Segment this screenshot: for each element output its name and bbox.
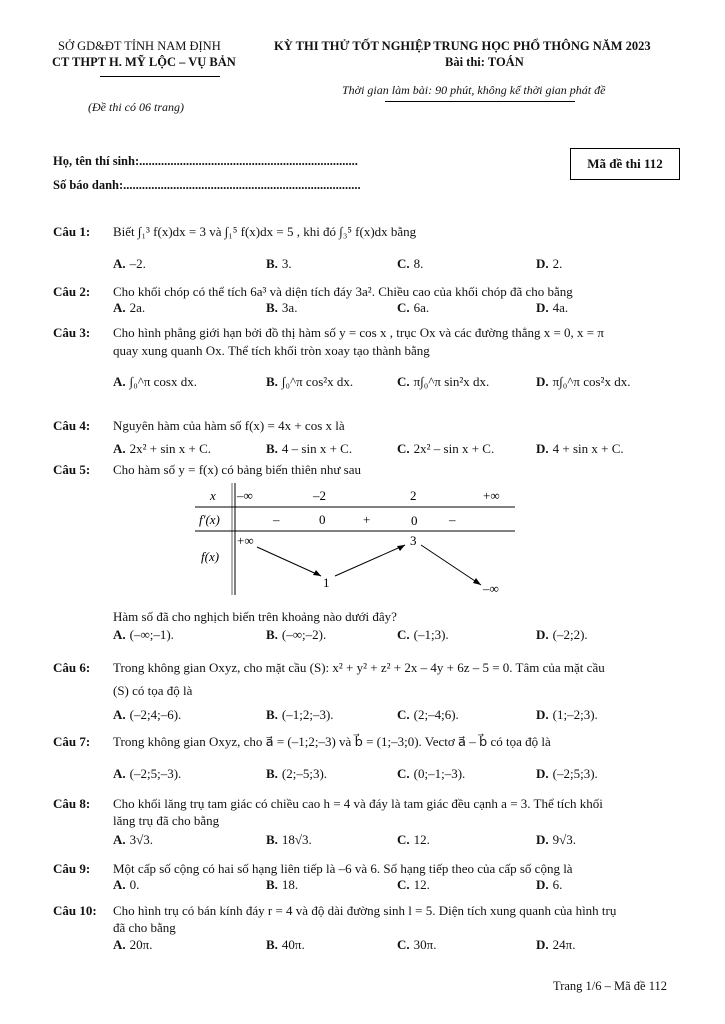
q8-label: Câu 8: xyxy=(53,796,91,811)
vt-arrow-2 xyxy=(335,545,405,576)
q7-option-d: D. (–2;5;3). xyxy=(536,766,598,781)
q3-option-d: D. π∫₀^π cos²x dx. xyxy=(536,374,631,389)
q7-option-c: C. (0;–1;–3). xyxy=(397,766,466,781)
q4-label: Câu 4: xyxy=(53,418,91,433)
vt-f-3: –∞ xyxy=(483,581,499,595)
time-underline xyxy=(385,101,575,102)
q7-option-b: B. (2;–5;3). xyxy=(266,766,328,781)
q9-label: Câu 9: xyxy=(53,861,91,876)
q2-label: Câu 2: xyxy=(53,284,91,299)
q10-label: Câu 10: xyxy=(53,903,97,918)
vt-f-label: f(x) xyxy=(201,549,220,564)
q9-option-b: B. 18. xyxy=(266,877,299,892)
q2-option-d: D. 4a. xyxy=(536,300,569,315)
vt-arrow-3 xyxy=(421,545,481,585)
q1-text: Biết ∫₁³ f(x)dx = 3 và ∫₁⁵ f(x)dx = 5 , khi đó ∫₃⁵ f(x)dx bằng xyxy=(113,224,417,239)
school-name: CT THPT H. MỸ LỘC – VỤ BẢN xyxy=(52,55,236,69)
q6-text-cont: (S) có tọa độ là xyxy=(113,683,193,698)
q6-text: Trong không gian Oxyz, cho mặt cầu (S): x² + y² + z² + 2x – 4y + 6z – 5 = 0. Tâm của mặt cầu xyxy=(113,660,605,675)
q5-option-c: C. (–1;3). xyxy=(397,627,449,642)
q4-option-b: B. 4 – sin x + C. xyxy=(266,441,353,456)
vt-fp-label: f′(x) xyxy=(199,512,220,527)
q7-option-a: A. (–2;5;–3). xyxy=(113,766,182,781)
q6-option-d: D. (1;–2;3). xyxy=(536,707,598,722)
q7-label: Câu 7: xyxy=(53,734,91,749)
q10-text: Cho hình trụ có bán kính đáy r = 4 và độ dài đường sinh l = 5. Diện tích xung quanh của hình trụ xyxy=(113,903,617,918)
q5-option-a: A. (–∞;–1). xyxy=(113,627,174,642)
q2-text: Cho khối chóp có thể tích 6a³ và diện tích đáy 3a². Chiều cao của khối chóp đã cho bằng xyxy=(113,284,573,299)
q5-option-b: B. (–∞;–2). xyxy=(266,627,327,642)
vt-f-0: +∞ xyxy=(237,533,254,548)
student-id-field: Số báo danh:............................................................................ xyxy=(53,178,361,192)
q3-text: Cho hình phẳng giới hạn bởi đồ thị hàm số y = cos x , trục Ox và các đường thẳng x = 0, x = π xyxy=(113,325,604,340)
dept-name: SỞ GD&ĐT TỈNH NAM ĐỊNH xyxy=(58,39,221,53)
q8-text-cont: lăng trụ đã cho bằng xyxy=(113,813,220,828)
q8-text: Cho khối lăng trụ tam giác có chiều cao h = 4 và đáy là tam giác đều cạnh a = 3. Thể tích khối xyxy=(113,796,603,811)
q3-text-cont: quay xung quanh Ox. Thể tích khối tròn xoay tạo thành bằng xyxy=(113,343,430,358)
q9-option-a: A. 0. xyxy=(113,877,140,892)
q2-option-a: A. 2a. xyxy=(113,300,146,315)
q6-option-b: B. (–1;2;–3). xyxy=(266,707,334,722)
q1-option-c: C. 8. xyxy=(397,256,424,271)
q3-option-c: C. π∫₀^π sin²x dx. xyxy=(397,374,490,389)
q10-option-d: D. 24π. xyxy=(536,937,576,952)
exam-code-box: Mã đề thi 112 xyxy=(570,148,680,180)
q4-option-d: D. 4 + sin x + C. xyxy=(536,441,624,456)
q10-option-a: A. 20π. xyxy=(113,937,153,952)
q5-option-d: D. (–2;2). xyxy=(536,627,588,642)
page-footer: Trang 1/6 – Mã đề 112 xyxy=(553,979,668,993)
q9-option-d: D. 6. xyxy=(536,877,563,892)
vt-f-2: 3 xyxy=(410,533,417,548)
q3-label: Câu 3: xyxy=(53,325,91,340)
vt-x-3: +∞ xyxy=(483,488,500,503)
q5-text-cont: Hàm số đã cho nghịch biến trên khoảng nào dưới đây? xyxy=(113,609,397,624)
q1-option-b: B. 3. xyxy=(266,256,292,271)
school-underline xyxy=(100,76,220,77)
q4-text: Nguyên hàm của hàm số f(x) = 4x + cos x là xyxy=(113,418,345,433)
q9-text: Một cấp số cộng có hai số hạng liên tiếp là –6 và 6. Số hạng tiếp theo của cấp số cộng là xyxy=(113,861,573,876)
vt-sign-2: + xyxy=(363,512,371,527)
q5-text: Cho hàm số y = f(x) có bảng biến thiên như sau xyxy=(113,462,361,477)
q2-option-c: C. 6a. xyxy=(397,300,430,315)
vt-f-1: 1 xyxy=(323,575,330,590)
q8-option-a: A. 3√3. xyxy=(113,832,154,847)
vt-sign-3: 0 xyxy=(411,513,418,528)
time-note: Thời gian làm bài: 90 phút, không kể thời gian phát đề xyxy=(342,83,606,97)
q1-option-d: D. 2. xyxy=(536,256,563,271)
pages-note: (Đề thi có 06 trang) xyxy=(88,100,184,114)
exam-title: KỲ THI THỬ TỐT NGHIỆP TRUNG HỌC PHỔ THÔNG NĂM 2023 xyxy=(274,39,651,53)
vt-arrow-1 xyxy=(257,547,321,576)
q3-option-b: B. ∫₀^π cos²x dx. xyxy=(266,374,354,389)
student-name-field: Họ, tên thí sinh:...................................................................... xyxy=(53,154,358,168)
q4-option-a: A. 2x² + sin x + C. xyxy=(113,441,212,456)
vt-sign-1: 0 xyxy=(319,512,326,527)
q2-option-b: B. 3a. xyxy=(266,300,298,315)
q1-option-a: A. –2. xyxy=(113,256,146,271)
q10-text-cont: đã cho bằng xyxy=(113,920,176,935)
vt-x-2: 2 xyxy=(410,488,417,503)
q5-label: Câu 5: xyxy=(53,462,91,477)
vt-x-label: x xyxy=(210,488,216,503)
vt-x-0: –∞ xyxy=(237,488,253,503)
q7-text: Trong không gian Oxyz, cho a⃗ = (–1;2;–3) và b⃗ = (1;–3;0). Vectơ a⃗ – b⃗ có tọa độ là xyxy=(113,734,551,749)
q8-option-d: D. 9√3. xyxy=(536,832,577,847)
q8-option-c: C. 12. xyxy=(397,832,430,847)
q8-option-b: B. 18√3. xyxy=(266,832,312,847)
vt-sign-0: – xyxy=(273,512,280,527)
q10-option-c: C. 30π. xyxy=(397,937,437,952)
vt-sign-4: – xyxy=(449,512,456,527)
q6-label: Câu 6: xyxy=(53,660,91,675)
q3-option-a: A. ∫₀^π cosx dx. xyxy=(113,374,197,389)
q6-option-a: A. (–2;4;–6). xyxy=(113,707,182,722)
q10-option-b: B. 40π. xyxy=(266,937,305,952)
exam-subject: Bài thi: TOÁN xyxy=(445,55,524,69)
q6-option-c: C. (2;–4;6). xyxy=(397,707,459,722)
q4-option-c: C. 2x² – sin x + C. xyxy=(397,441,495,456)
q9-option-c: C. 12. xyxy=(397,877,430,892)
variation-table xyxy=(195,483,515,595)
q1-label: Câu 1: xyxy=(53,224,91,239)
vt-x-1: –2 xyxy=(313,488,326,503)
